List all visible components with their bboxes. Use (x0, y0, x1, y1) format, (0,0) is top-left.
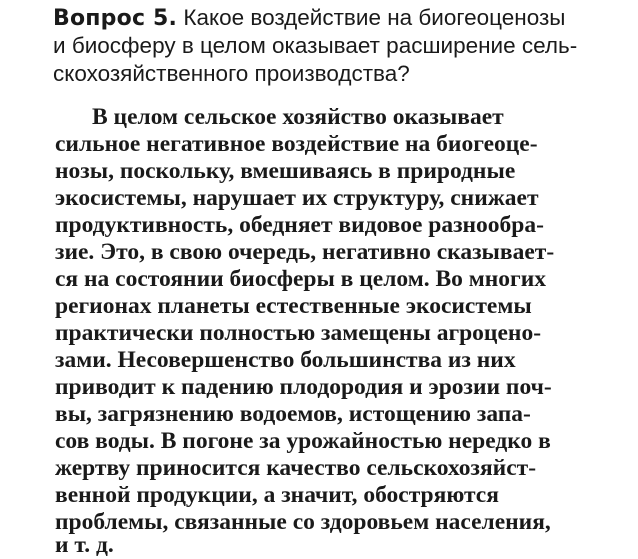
answer-line: ся на состоянии биосферы в целом. Во многих (55, 266, 547, 292)
question-line-2: и биосферу в целом оказывает расширение сель- (53, 33, 578, 58)
answer-line: практически полностью замещены агроцено- (55, 320, 542, 346)
answer-line: жертву приносится качество сельскохозяйст- (55, 455, 537, 481)
answer-line: регионах планеты естественные экосистемы (55, 293, 532, 319)
question-line-3: скохозяйственного производства? (53, 61, 410, 86)
question-text-1: Какое воздействие на биогеоценозы (183, 5, 566, 30)
answer-line: продуктивность, обедняет видовое разнообра- (55, 212, 544, 238)
answer-line: сов воды. В погоне за урожайностью нередко в (55, 428, 551, 454)
answer-line: нозы, поскольку, вмешиваясь в природные (55, 158, 516, 184)
answer-line: венной продукции, а значит, обостряются (55, 482, 499, 508)
answer-line: зие. Это, в свою очередь, негативно сказывает- (55, 239, 555, 265)
answer-line: вы, загрязнению водоемов, истощению запа- (55, 401, 531, 427)
answer-line: зами. Несовершенство большинства из них (55, 347, 516, 373)
answer-line: приводит к падению плодородия и эрозии поч- (55, 374, 552, 400)
question-line-1 (53, 4, 623, 33)
question-label: Вопрос 5. (53, 6, 178, 31)
answer-line: экосистемы, нарушает их структуру, снижает (55, 185, 539, 211)
answer-line: В целом сельское хозяйство оказывает (92, 104, 504, 130)
answer-line-last: и т. д. (55, 532, 114, 558)
answer-line: сильное негативное воздействие на биогеоце- (55, 131, 538, 157)
answer-line: проблемы, связанные со здоровьем населения, (55, 509, 551, 535)
